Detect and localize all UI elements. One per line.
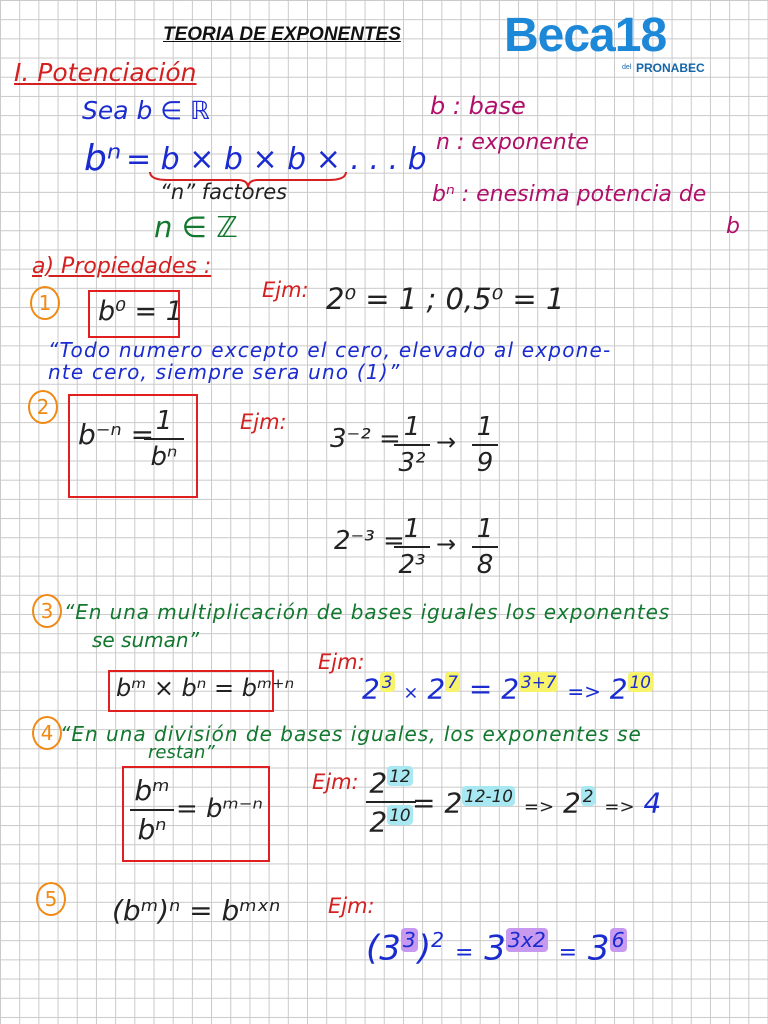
implies-arrow-icon: => xyxy=(567,679,601,704)
example-result-exponent: 6 xyxy=(611,928,625,952)
example1-result-denominator: 9 xyxy=(476,448,494,478)
property-2-example1-lhs: 3⁻² = xyxy=(330,424,401,454)
fraction-bar xyxy=(130,809,174,811)
logo-sub-text: PRONABEC xyxy=(636,61,705,75)
property-2-example1-fraction xyxy=(394,412,430,478)
property-4-example-fraction xyxy=(366,766,416,839)
equals-sign: = xyxy=(468,672,493,706)
property-3-formula: bᵐ × bⁿ = bᵐ⁺ⁿ xyxy=(116,674,295,702)
legend-power-base: b xyxy=(726,214,740,239)
example-result-base: 2 xyxy=(444,786,463,820)
property-1-formula: b⁰ = 1 xyxy=(98,296,183,327)
logo-del-text: del xyxy=(622,64,632,71)
property-4-denominator: bⁿ xyxy=(137,813,167,846)
equals-sign: = xyxy=(558,940,578,966)
example-exponent-d: 10 xyxy=(629,672,651,692)
example-mid-exponent: 3x2 xyxy=(507,928,546,952)
property-4-text-line1: “En una división de bases iguales, los exponentes se xyxy=(60,722,642,746)
fraction-bar xyxy=(144,438,184,440)
property-1-note-line1: “Todo numero excepto el cero, elevado al expone- xyxy=(48,338,612,362)
property-3-example-label: Ejm: xyxy=(318,650,365,674)
property-3-text-line1: “En una multiplicación de bases iguales los exponentes xyxy=(64,600,671,624)
example-exponent-a: 3 xyxy=(381,672,393,692)
property-1-example-label: Ejm: xyxy=(262,278,309,302)
property-5-example xyxy=(366,928,627,968)
property-2-example-label: Ejm: xyxy=(240,410,287,434)
property-4-number: 4 xyxy=(32,716,62,750)
implies-arrow-icon: => xyxy=(604,796,635,818)
property-4-numerator: bᵐ xyxy=(134,774,170,807)
example-exponent-b: 7 xyxy=(447,672,458,692)
property-2-lhs: b⁻ⁿ = xyxy=(78,418,155,451)
property-1-example: 2⁰ = 1 ; 0,5⁰ = 1 xyxy=(326,282,565,316)
example-mid-base: 3 xyxy=(484,928,506,969)
example-exponent-c: 3+7 xyxy=(521,672,557,692)
property-2-numerator: 1 xyxy=(155,406,173,436)
example-denominator-base: 2 xyxy=(369,805,388,839)
example-numerator xyxy=(366,766,416,799)
definition-rhs: = b × b × b × . . . b xyxy=(126,142,427,177)
fraction-bar xyxy=(472,444,498,446)
logo-main-text: Beca18 xyxy=(504,9,667,62)
property-5-formula: (bᵐ)ⁿ = bᵐˣⁿ xyxy=(112,894,281,927)
example-simplified-exponent: 2 xyxy=(582,786,594,806)
example1-result-numerator: 1 xyxy=(476,412,494,442)
arrow-icon: → xyxy=(436,428,457,456)
fraction-bar xyxy=(394,546,430,548)
property-2-example2-fraction xyxy=(394,514,430,580)
times-sign: × xyxy=(403,682,419,704)
property-4-fraction xyxy=(130,774,174,846)
property-2-number: 2 xyxy=(28,390,58,424)
fraction-bar xyxy=(366,801,416,803)
example-base-c: 2 xyxy=(501,672,520,706)
property-4-rhs: = bᵐ⁻ⁿ xyxy=(176,794,263,824)
factors-label: “n” factores xyxy=(160,180,288,204)
example-result-exponent: 12-10 xyxy=(464,786,513,806)
n-domain: n ∈ ℤ xyxy=(154,210,238,244)
example-result-base: 3 xyxy=(587,928,610,969)
example-base-d: 2 xyxy=(609,672,628,706)
definition-lhs: bⁿ xyxy=(84,138,122,179)
property-5-example-label: Ejm: xyxy=(328,894,375,918)
section-title: I. Potenciación xyxy=(14,58,197,87)
properties-title: a) Propiedades : xyxy=(32,254,212,279)
property-4-example-result xyxy=(412,786,661,819)
legend-power: bⁿ : enesima potencia de xyxy=(432,182,707,207)
property-3-number: 3 xyxy=(32,594,62,628)
property-3-example xyxy=(362,672,653,705)
property-4-example-label: Ejm: xyxy=(312,770,359,794)
example-simplified-base: 2 xyxy=(562,786,581,820)
example2-result-denominator: 8 xyxy=(476,550,494,580)
property-1-number: 1 xyxy=(30,286,60,320)
implies-arrow-icon: => xyxy=(523,796,555,818)
property-1-note-line2: nte cero, siempre sera uno (1)” xyxy=(48,360,401,384)
equals-sign: = xyxy=(454,940,474,966)
example1-numerator: 1 xyxy=(403,412,421,442)
example2-result-numerator: 1 xyxy=(476,514,494,544)
example-denominator xyxy=(366,805,416,838)
beca18-logo xyxy=(504,8,716,76)
example-close: ) xyxy=(417,928,432,969)
arrow-icon: → xyxy=(436,530,457,558)
example-denominator-exponent: 10 xyxy=(389,805,411,826)
example-final-value: 4 xyxy=(643,786,662,820)
page-title: TEORIA DE EXPONENTES xyxy=(163,24,401,45)
example-open: (3 xyxy=(366,928,401,969)
example-base-b: 2 xyxy=(427,672,446,706)
equals-sign: = xyxy=(412,786,436,820)
example1-denominator: 3² xyxy=(398,448,426,478)
example2-denominator: 2³ xyxy=(398,550,426,580)
example-inner-exponent: 3 xyxy=(402,928,416,952)
legend-base: b : base xyxy=(430,92,526,120)
legend-exponent: n : exponente xyxy=(436,130,589,155)
property-2-example1-result xyxy=(472,412,498,478)
property-5-number: 5 xyxy=(36,882,66,916)
property-2-example2-result xyxy=(472,514,498,580)
example-numerator-base: 2 xyxy=(369,766,388,800)
example-numerator-exponent: 12 xyxy=(389,766,411,786)
property-3-text-line2: se suman” xyxy=(92,628,199,652)
example-base-a: 2 xyxy=(362,672,380,706)
fraction-bar xyxy=(472,546,498,548)
example-outer-exponent: 2 xyxy=(431,928,445,952)
property-2-example2-lhs: 2⁻³ = xyxy=(334,526,405,556)
property-2-denominator: bⁿ xyxy=(150,442,178,472)
property-2-fraction xyxy=(144,406,184,472)
intro-statement: Sea b ∈ ℝ xyxy=(82,96,210,125)
fraction-bar xyxy=(394,444,430,446)
property-4-text-line2: restan” xyxy=(148,742,215,763)
example2-numerator: 1 xyxy=(403,514,421,544)
